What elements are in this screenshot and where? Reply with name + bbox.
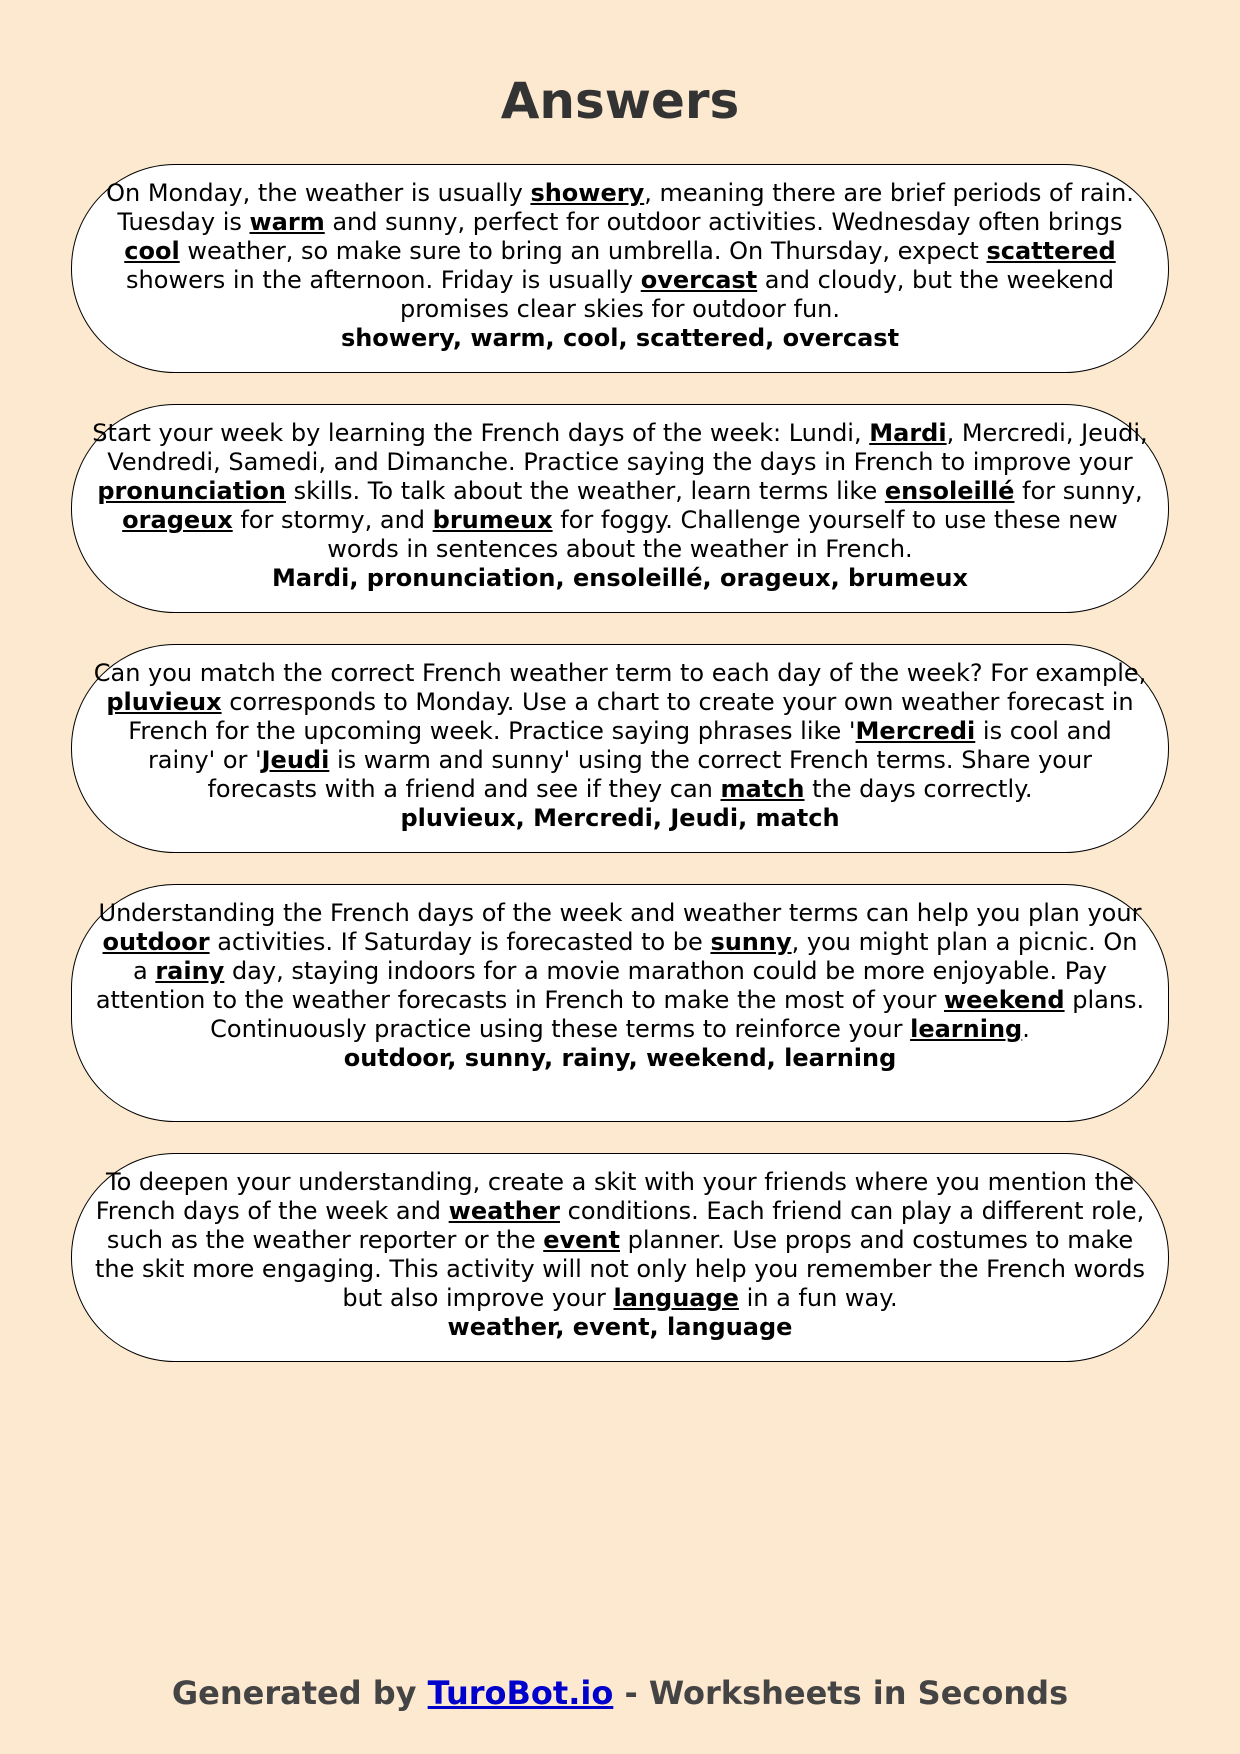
passage-segment: , you might plan a picnic. On a: [132, 928, 1138, 985]
answer-card: [71, 644, 1169, 853]
passage-segment: the days correctly.: [804, 775, 1033, 803]
answer-word: overcast: [640, 266, 758, 294]
passage-segment: is warm and sunny' using the correct French terms. Share your forecasts with a friend and see if they can: [207, 746, 1093, 803]
answer-key: weather, event, language: [447, 1313, 793, 1341]
footer-suffix: - Worksheets in Seconds: [613, 1674, 1069, 1712]
answer-word: cool: [124, 237, 180, 265]
passage-segment: weather, so make sure to bring an umbrella. On Thursday, expect: [179, 237, 987, 265]
passage-segment: showers in the afternoon. Friday is usually: [126, 266, 641, 294]
answer-word: Jeudi: [261, 746, 330, 774]
answer-word: language: [613, 1284, 739, 1312]
answer-key: outdoor, sunny, rainy, weekend, learning: [343, 1044, 897, 1072]
passage-segment: On Monday, the weather is usually: [106, 179, 531, 207]
passage-segment: activities. If Saturday is forecasted to be: [209, 928, 711, 956]
passage-segment: Understanding the French days of the week and weather terms can help you plan your: [98, 899, 1142, 927]
answer-word: sunny: [710, 928, 792, 956]
answer-word: weekend: [943, 986, 1065, 1014]
passage-segment: skills. To talk about the weather, learn terms like: [286, 477, 885, 505]
footer: [0, 1668, 1240, 1718]
answer-key: pluvieux, Mercredi, Jeudi, match: [400, 804, 840, 832]
answer-word: learning: [910, 1015, 1023, 1043]
passage-segment: , Mercredi, Jeudi, Vendredi, Samedi, and Dimanche. Practice saying the days in French to improve your: [107, 419, 1148, 476]
passage-segment: in a fun way.: [738, 1284, 898, 1312]
answer-key: Mardi, pronunciation, ensoleillé, orageux, brumeux: [272, 564, 968, 592]
answer-word: warm: [249, 208, 325, 236]
answer-word: Mercredi: [855, 717, 976, 745]
passage-segment: conditions. Each friend can play a different role, such as the weather reporter or the: [106, 1197, 1145, 1254]
passage-text: [92, 899, 1148, 1044]
passage-segment: for sunny,: [1014, 477, 1143, 505]
answer-card: [71, 164, 1169, 373]
page-title: Answers: [500, 72, 740, 130]
passage-segment: .: [1022, 1015, 1030, 1043]
passage-segment: corresponds to Monday. Use a chart to create your own weather forecast in French for the upcoming week. Practice saying phrases like ': [128, 688, 1134, 745]
passage-segment: and sunny, perfect for outdoor activities. Wednesday often brings: [324, 208, 1123, 236]
answer-word: scattered: [986, 237, 1116, 265]
answer-word: showery: [530, 179, 645, 207]
answer-card: [71, 884, 1169, 1122]
passage-segment: Can you match the correct French weather term to each day of the week? For example,: [93, 659, 1147, 687]
answer-word: Mardi: [869, 419, 947, 447]
passage-text: [92, 659, 1148, 804]
answer-card: [71, 404, 1169, 613]
passage-segment: , meaning there are brief periods of rain. Tuesday is: [117, 179, 1134, 236]
answer-word: ensoleillé: [884, 477, 1015, 505]
answer-word: event: [543, 1226, 620, 1254]
answer-word: outdoor: [102, 928, 210, 956]
passage-text: [92, 179, 1148, 324]
answer-word: weather: [448, 1197, 560, 1225]
answer-key: showery, warm, cool, scattered, overcast: [340, 324, 900, 352]
answer-word: pronunciation: [97, 477, 286, 505]
passage-segment: for foggy. Challenge yourself to use these new words in sentences about the weather in French.: [327, 506, 1118, 563]
answer-word: orageux: [122, 506, 233, 534]
passage-segment: To deepen your understanding, create a skit with your friends where you mention the French days of the week and: [95, 1168, 1134, 1225]
turobot-link[interactable]: TuroBot.io: [427, 1674, 614, 1712]
passage-segment: and cloudy, but the weekend promises clear skies for outdoor fun.: [399, 266, 1114, 323]
passage-segment: plans. Continuously practice using these terms to reinforce your: [210, 986, 1145, 1043]
answer-card: [71, 1153, 1169, 1362]
answer-word: pluvieux: [106, 688, 222, 716]
passage-segment: is cool and rainy' or ': [147, 717, 1112, 774]
passage-segment: for stormy, and: [232, 506, 433, 534]
passage-segment: Start your week by learning the French days of the week: Lundi,: [92, 419, 870, 447]
passage-segment: planner. Use props and costumes to make the skit more engaging. This activity will not only help you remember the French words but also improve your: [94, 1226, 1146, 1312]
answer-word: brumeux: [432, 506, 553, 534]
answer-word: match: [720, 775, 805, 803]
passage-text: [92, 1168, 1148, 1313]
passage-text: [92, 419, 1148, 564]
answer-word: rainy: [155, 957, 225, 985]
passage-segment: day, staying indoors for a movie marathon could be more enjoyable. Pay attention to the weather forecasts in French to make the most of your: [95, 957, 1108, 1014]
footer-prefix: Generated by: [171, 1674, 428, 1712]
